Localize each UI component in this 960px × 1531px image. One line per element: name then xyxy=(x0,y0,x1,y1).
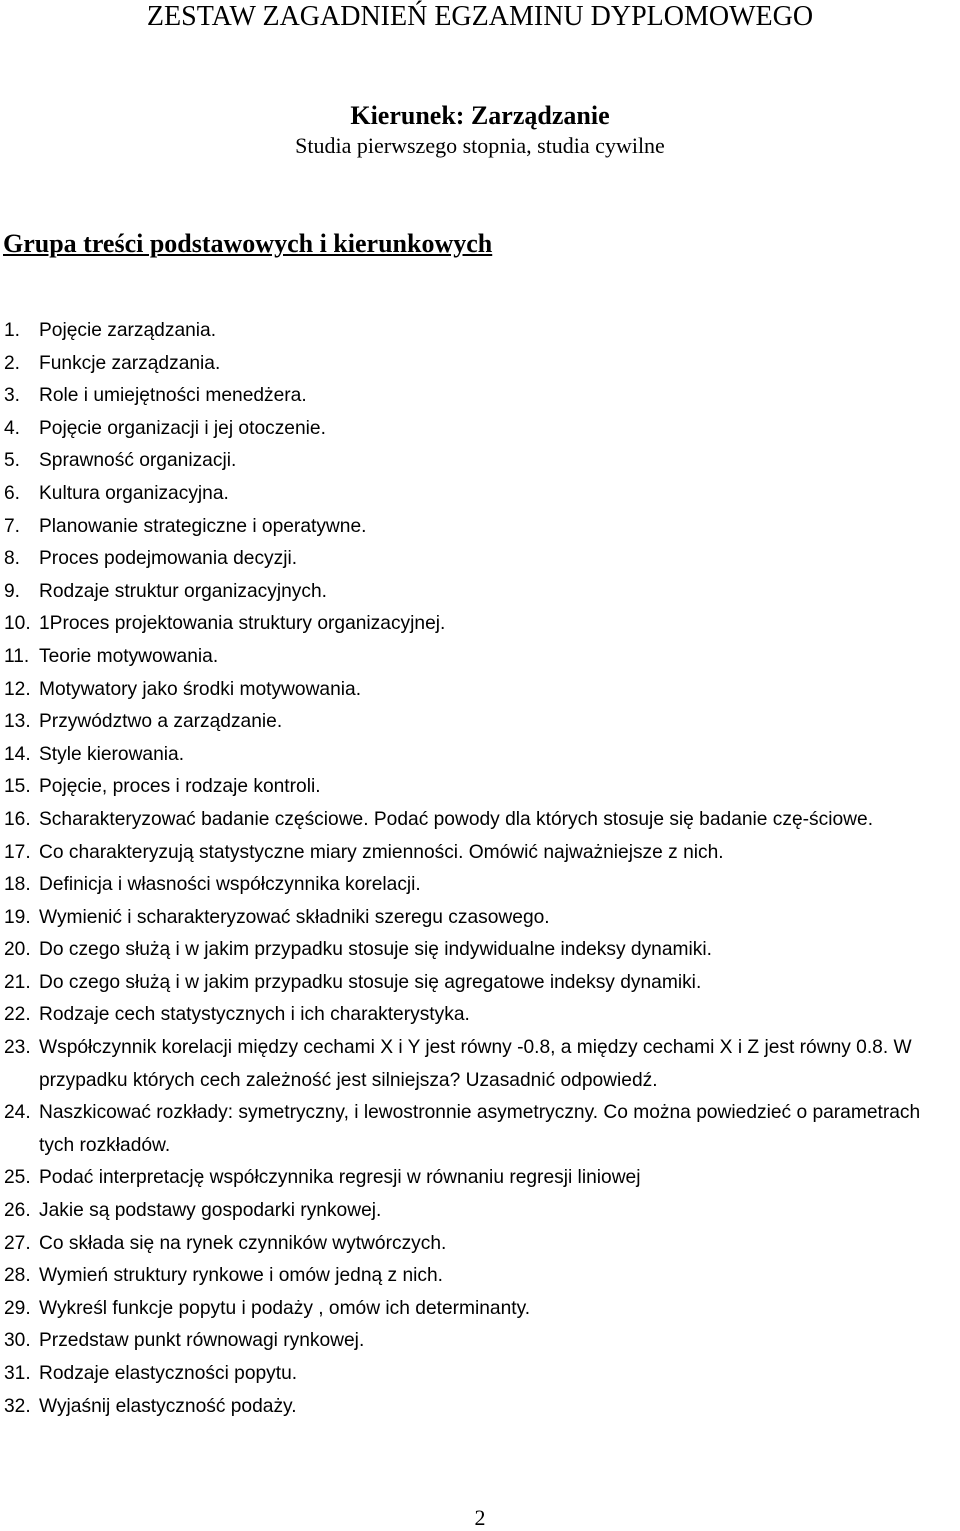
question-text: Do czego służą i w jakim przypadku stosuje się indywidualne indeksy dynamiki. xyxy=(39,939,712,961)
question-number: 8. xyxy=(4,548,21,570)
question-text: Style kierowania. xyxy=(39,743,185,765)
question-item xyxy=(0,674,960,707)
question-text: Wymień struktury rynkowe i omów jedną z nich. xyxy=(39,1265,443,1287)
question-text: Funkcje zarządzania. xyxy=(39,352,221,374)
question-item xyxy=(0,1260,960,1293)
question-number: 20. xyxy=(4,939,31,961)
question-item xyxy=(0,1162,960,1195)
question-item xyxy=(0,999,960,1032)
question-number: 21. xyxy=(4,971,31,993)
question-number: 27. xyxy=(4,1232,31,1254)
question-item xyxy=(0,511,960,544)
question-item xyxy=(0,380,960,413)
question-item xyxy=(0,1391,960,1424)
question-item xyxy=(0,869,960,902)
question-number: 26. xyxy=(4,1200,31,1222)
question-number: 19. xyxy=(4,906,31,928)
question-text: Sprawność organizacji. xyxy=(39,450,237,472)
question-number: 18. xyxy=(4,874,31,896)
question-number: 29. xyxy=(4,1297,31,1319)
question-number: 17. xyxy=(4,841,31,863)
question-item xyxy=(0,967,960,1000)
question-item xyxy=(0,413,960,446)
study-level-subtitle: Studia pierwszego stopnia, studia cywilne xyxy=(295,133,665,158)
question-text: Pojęcie organizacji i jej otoczenie. xyxy=(39,417,326,439)
question-item xyxy=(0,771,960,804)
question-number: 23. xyxy=(4,1037,31,1059)
question-number: 22. xyxy=(4,1004,31,1026)
question-item xyxy=(0,1195,960,1228)
question-text: Planowanie strategiczne i operatywne. xyxy=(39,515,367,537)
question-number: 2. xyxy=(4,352,21,374)
question-number: 28. xyxy=(4,1265,31,1287)
question-number: 6. xyxy=(4,482,21,504)
question-item xyxy=(0,576,960,609)
section-heading: Grupa treści podstawowych i kierunkowych xyxy=(3,229,493,258)
question-number: 10. xyxy=(4,613,31,635)
question-text: Rodzaje struktur organizacyjnych. xyxy=(39,580,327,602)
question-text: Wyjaśnij elastyczność podaży. xyxy=(39,1395,297,1417)
question-list xyxy=(0,315,960,1423)
question-item xyxy=(0,804,960,837)
question-number: 13. xyxy=(4,711,31,733)
question-number: 31. xyxy=(4,1363,31,1384)
document-title: ZESTAW ZAGADNIEŃ EGZAMINU DYPLOMOWEGO xyxy=(146,1,814,32)
question-number: 30. xyxy=(4,1330,31,1352)
question-text: Role i umiejętności menedżera. xyxy=(39,385,307,407)
question-number: 1. xyxy=(4,320,21,341)
question-number: 32. xyxy=(4,1395,31,1417)
question-text: Naszkicować rozkłady: symetryczny, i lewostronnie asymetryczny. Co można powiedzieć o parametrach tych rozkładów. xyxy=(39,1102,921,1156)
question-text: Rodzaje cech statystycznych i ich charakterystyka. xyxy=(39,1004,470,1026)
question-text: Proces podejmowania decyzji. xyxy=(39,548,298,570)
question-item xyxy=(0,348,960,381)
question-text: Do czego służą i w jakim przypadku stosuje się agregatowe indeksy dynamiki. xyxy=(39,971,702,993)
question-item xyxy=(0,1325,960,1358)
question-text: Wykreśl funkcje popytu i podaży , omów ich determinanty. xyxy=(39,1297,531,1319)
question-text: Co składa się na rynek czynników wytwórczych. xyxy=(39,1232,447,1254)
question-item xyxy=(0,445,960,478)
question-item xyxy=(0,934,960,967)
question-text: 1Proces projektowania struktury organizacyjnej. xyxy=(39,613,446,635)
field-of-study-heading: Kierunek: Zarządzanie xyxy=(350,101,610,130)
question-item xyxy=(0,1032,960,1097)
question-item xyxy=(0,706,960,739)
question-text: Kultura organizacyjna. xyxy=(39,482,229,504)
question-text: Scharakteryzować badanie częściowe. Podać powody dla których stosuje się badanie czę-ściowe. xyxy=(39,808,874,830)
question-number: 7. xyxy=(4,515,21,537)
question-number: 5. xyxy=(4,450,21,472)
question-text: Podać interpretację współczynnika regresji w równaniu regresji liniowej xyxy=(39,1167,641,1189)
question-item xyxy=(0,739,960,772)
question-item xyxy=(0,641,960,674)
question-item xyxy=(0,837,960,870)
question-number: 9. xyxy=(4,580,21,602)
question-text: Motywatory jako środki motywowania. xyxy=(39,678,362,700)
question-text: Teorie motywowania. xyxy=(39,645,219,667)
question-text: Jakie są podstawy gospodarki rynkowej. xyxy=(39,1200,382,1222)
question-item xyxy=(0,543,960,576)
question-item xyxy=(0,1293,960,1326)
question-number: 3. xyxy=(4,385,21,407)
question-text: Pojęcie, proces i rodzaje kontroli. xyxy=(39,776,321,798)
question-number: 24. xyxy=(4,1102,31,1124)
question-number: 14. xyxy=(4,743,31,765)
question-item xyxy=(0,902,960,935)
question-text: Przedstaw punkt równowagi rynkowej. xyxy=(39,1330,365,1352)
question-text: Przywództwo a zarządzanie. xyxy=(39,711,283,733)
question-item xyxy=(0,315,960,348)
question-item xyxy=(0,1097,960,1162)
question-text: Definicja i własności współczynnika korelacji. xyxy=(39,874,421,896)
question-text: Wymienić i scharakteryzować składniki szeregu czasowego. xyxy=(39,906,550,928)
question-number: 11. xyxy=(4,645,30,667)
question-text: Pojęcie zarządzania. xyxy=(39,320,217,341)
question-item xyxy=(0,1228,960,1261)
question-item xyxy=(0,478,960,511)
question-text: Co charakteryzują statystyczne miary zmienności. Omówić najważniejsze z nich. xyxy=(39,841,724,863)
question-number: 12. xyxy=(4,678,31,700)
question-number: 4. xyxy=(4,417,21,439)
question-text: Współczynnik korelacji między cechami X i Y jest równy -0.8, a między cechami X i Z jest równy 0.8. W przypadku których cech zależność jest silniejsza? Uzasadnić odpowiedź. xyxy=(39,1037,912,1091)
question-number: 16. xyxy=(4,808,31,830)
question-number: 25. xyxy=(4,1167,31,1189)
question-item xyxy=(0,608,960,641)
question-item xyxy=(0,1358,960,1391)
question-number: 15. xyxy=(4,776,31,798)
page-number: 2 xyxy=(474,1505,486,1530)
question-text: Rodzaje elastyczności popytu. xyxy=(39,1363,298,1384)
